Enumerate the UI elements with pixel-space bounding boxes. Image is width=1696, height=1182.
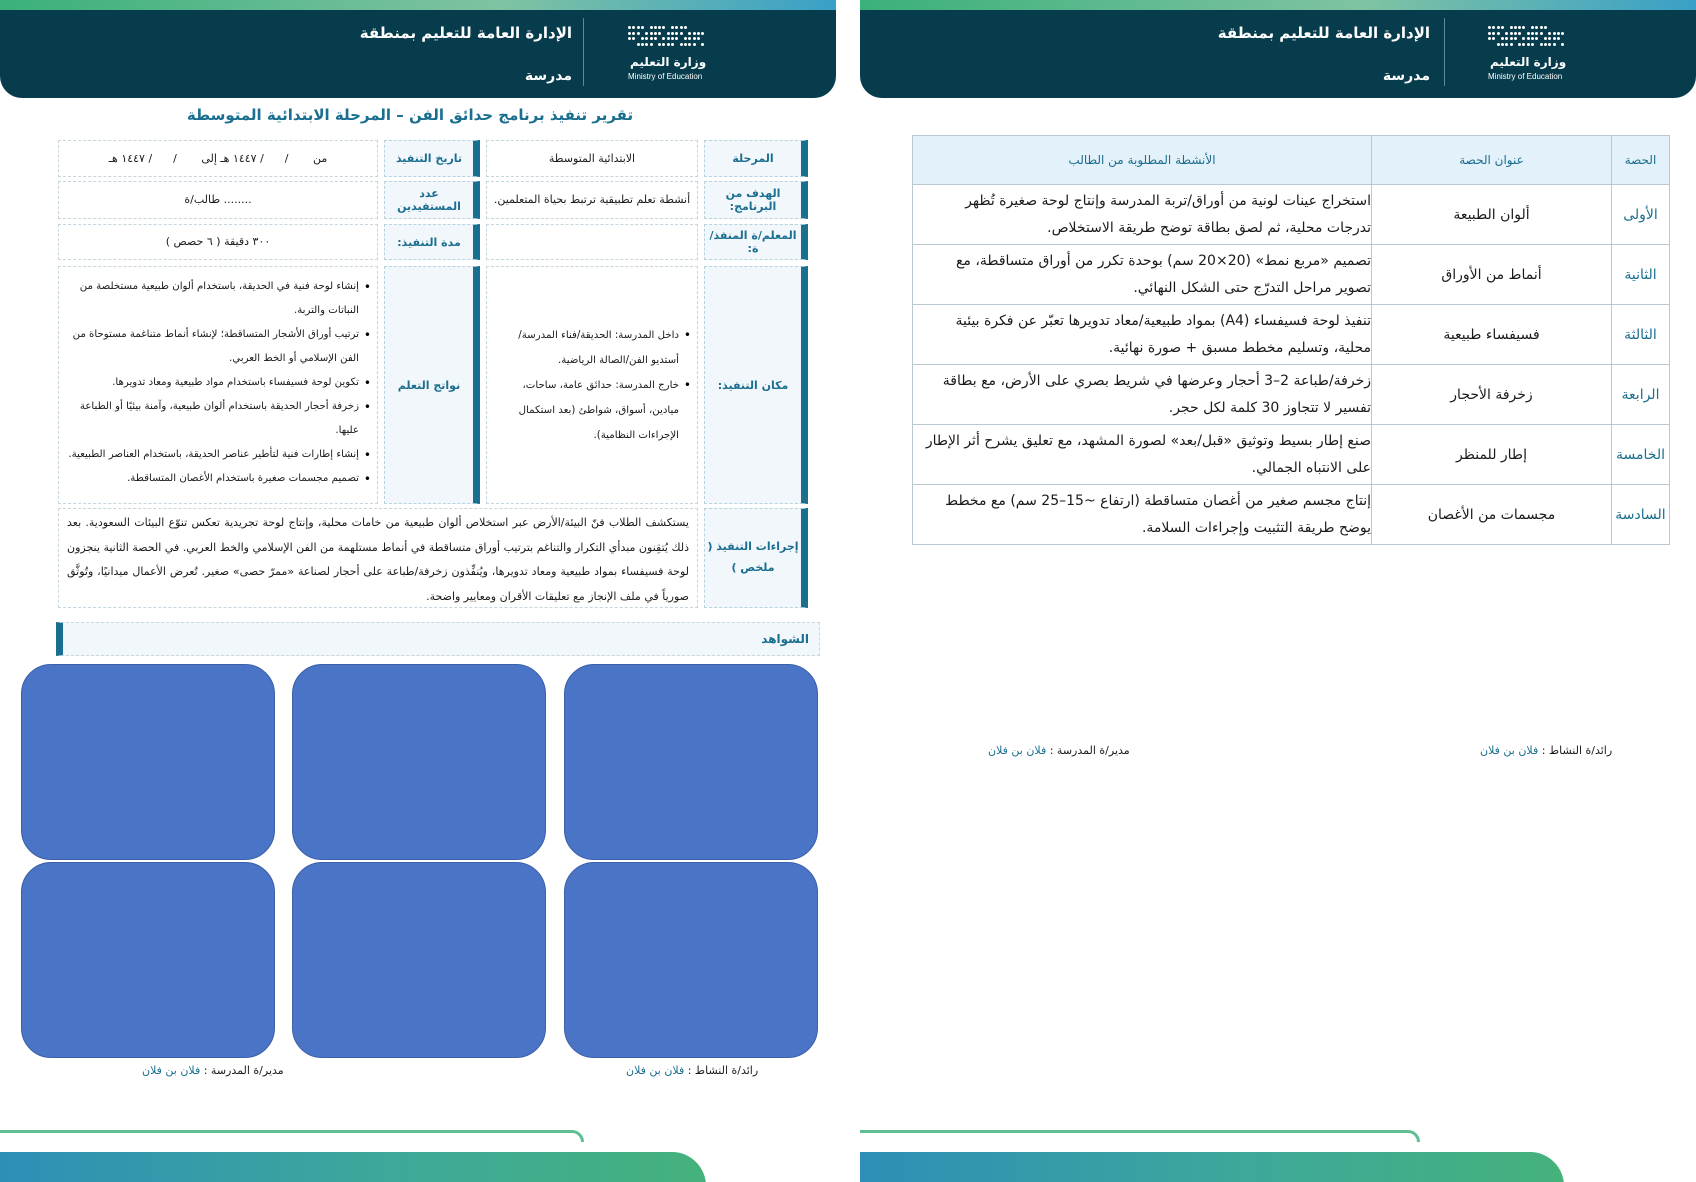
table-row xyxy=(913,185,1670,245)
list-item: • إنشاء إطارات فنية لتأطير عناصر الحديقة، باستخدام العناصر الطبيعية. xyxy=(65,443,371,467)
logo-dot xyxy=(662,26,665,29)
logo-dot xyxy=(1510,26,1513,29)
logo-dot xyxy=(1553,32,1556,35)
lesson-order: الخامسة xyxy=(1612,425,1670,485)
lesson-title: فسيفساء طبيعية xyxy=(1372,305,1612,365)
activity-leader-signature xyxy=(1480,744,1612,757)
logo-dot xyxy=(688,32,691,35)
outcomes-value xyxy=(58,266,378,504)
logo-dot xyxy=(1510,32,1513,35)
logo-dot xyxy=(1531,26,1534,29)
logo-dot xyxy=(1492,32,1495,35)
list-item: • تصميم مجسمات صغيرة باستخدام الأغصان المتساقطة. xyxy=(65,467,371,491)
column-header: عنوان الحصة xyxy=(1372,136,1612,185)
logo-dot xyxy=(1548,37,1551,40)
goal-value: أنشطة تعلم تطبيقية ترتبط بحياة المتعلمين. xyxy=(486,181,698,219)
evidence-photo-placeholder[interactable] xyxy=(21,862,275,1058)
outcomes-list xyxy=(65,275,371,491)
activity-leader-signature xyxy=(626,1064,758,1077)
logo-dot xyxy=(1535,26,1538,29)
lesson-title: إطار للمنظر xyxy=(1372,425,1612,485)
duration-value: ٣٠٠ دقيقة ( ٦ حصص ) xyxy=(58,224,378,260)
logo-dot xyxy=(701,43,704,46)
lesson-activity: زخرفة/طباعة 2–3 أحجار وعرضها في شريط بصري على الأرض، مع بطاقة تفسير لا تتجاوز 30 كلمة لكل حجر. xyxy=(913,365,1372,425)
logo-dot xyxy=(637,26,640,29)
schedule-page xyxy=(860,0,1696,1182)
logo-dot xyxy=(667,43,670,46)
logo-dot xyxy=(684,26,687,29)
teacher-value xyxy=(486,224,698,260)
signature-role: رائد/ة النشاط : xyxy=(1541,744,1613,757)
logo-dot xyxy=(658,26,661,29)
list-item: • إنشاء لوحة فنية في الحديقة، باستخدام ألوان طبيعية مستخلصة من النباتات والتربة. xyxy=(65,275,371,323)
logo-dot xyxy=(680,43,683,46)
logo-dot xyxy=(637,43,640,46)
logo-dot xyxy=(693,43,696,46)
logo-dot xyxy=(658,32,661,35)
procedures-label: إجراءات التنفيذ ( ملخص ) xyxy=(704,508,808,608)
lesson-title: أنماط من الأوراق xyxy=(1372,245,1612,305)
stage-value: الابتدائية المتوسطة xyxy=(486,140,698,177)
logo-dot xyxy=(654,37,657,40)
logo-dot xyxy=(1540,26,1543,29)
lesson-title: مجسمات من الأغصان xyxy=(1372,485,1612,545)
place-value xyxy=(486,266,698,504)
signature-name: فلان بن فلان xyxy=(988,744,1047,757)
lesson-order: الثالثة xyxy=(1612,305,1670,365)
logo-dot xyxy=(1518,43,1521,46)
list-item: • تكوين لوحة فسيفساء باستخدام مواد طبيعية ومعاد تدويرها. xyxy=(65,371,371,395)
lesson-order: الرابعة xyxy=(1612,365,1670,425)
table-row xyxy=(913,365,1670,425)
logo-dot xyxy=(1544,37,1547,40)
logo-dot xyxy=(1553,37,1556,40)
column-header: الأنشطة المطلوبة من الطالب xyxy=(913,136,1372,185)
logo-dot xyxy=(1510,37,1513,40)
logo-dot xyxy=(667,32,670,35)
logo-dot xyxy=(1514,37,1517,40)
goal-label: الهدف من البرنامج: xyxy=(704,181,808,219)
logo-dot xyxy=(654,26,657,29)
logo-dot xyxy=(1540,43,1543,46)
logo-dot xyxy=(671,32,674,35)
logo-dot xyxy=(684,43,687,46)
logo-dot xyxy=(693,37,696,40)
logo-dot xyxy=(1501,43,1504,46)
logo-dot xyxy=(650,26,653,29)
logo-dot xyxy=(1544,26,1547,29)
table-header-row xyxy=(913,136,1670,185)
logo-dot xyxy=(1561,43,1564,46)
logo-dot xyxy=(1557,37,1560,40)
logo-dot xyxy=(641,37,644,40)
header-title: الإدارة العامة للتعليم بمنطقة xyxy=(1217,24,1430,42)
logo-dot xyxy=(1527,43,1530,46)
logo-dot xyxy=(641,43,644,46)
logo-dot xyxy=(662,37,665,40)
logo-dot xyxy=(654,32,657,35)
stage-label: المرحلة xyxy=(704,140,808,177)
lesson-title: زخرفة الأحجار xyxy=(1372,365,1612,425)
column-header: الحصة xyxy=(1612,136,1670,185)
logo-dot xyxy=(650,32,653,35)
logo-dot xyxy=(1501,26,1504,29)
signature-role: مدير/ة المدرسة : xyxy=(1049,744,1130,757)
logo-dot xyxy=(1514,32,1517,35)
logo-english-text: Ministry of Education xyxy=(1488,72,1563,81)
lesson-order: الأولى xyxy=(1612,185,1670,245)
logo-dot xyxy=(671,37,674,40)
logo-dot xyxy=(1488,26,1491,29)
logo-dot xyxy=(1544,43,1547,46)
place-list xyxy=(493,323,691,448)
logo-dot xyxy=(628,37,631,40)
logo-dot xyxy=(671,26,674,29)
logo-dot xyxy=(680,32,683,35)
signature-role: رائد/ة النشاط : xyxy=(687,1064,759,1077)
header-divider xyxy=(1444,18,1445,86)
logo-dot xyxy=(1505,43,1508,46)
date-label: تاريخ التنفيذ xyxy=(384,140,480,177)
signature-name: فلان بن فلان xyxy=(142,1064,201,1077)
logo-dot xyxy=(628,32,631,35)
table-row xyxy=(913,425,1670,485)
logo-dot xyxy=(680,26,683,29)
lesson-title: ألوان الطبيعة xyxy=(1372,185,1612,245)
logo-dot xyxy=(1518,26,1521,29)
header-school: مدرسة xyxy=(524,68,572,84)
lesson-activity: إنتاج مجسم صغير من أغصان متساقطة (ارتفاع ~15–25 سم) مع مخطط يوضح طريقة التثبيت وإجراءات السلامة. xyxy=(913,485,1372,545)
logo-dot xyxy=(1514,26,1517,29)
logo-dot xyxy=(1497,32,1500,35)
logo-dot xyxy=(645,43,648,46)
evidence-photo-placeholder[interactable] xyxy=(564,862,818,1058)
footer-wave-band xyxy=(0,1152,706,1182)
logo-dot xyxy=(1553,43,1556,46)
signature-name: فلان بن فلان xyxy=(1480,744,1539,757)
logo-dot xyxy=(1522,26,1525,29)
logo-dot xyxy=(641,26,644,29)
logo-dot xyxy=(1527,32,1530,35)
logo-dot xyxy=(675,32,678,35)
logo-dot xyxy=(675,26,678,29)
page-header xyxy=(0,0,836,98)
table-row xyxy=(913,245,1670,305)
logo-dot xyxy=(650,37,653,40)
beneficiaries-label: عدد المستفيدين xyxy=(384,181,480,219)
logo-english-text: Ministry of Education xyxy=(628,72,703,81)
lesson-schedule-table xyxy=(912,135,1670,545)
school-manager-signature xyxy=(988,744,1130,757)
signature-name: فلان بن فلان xyxy=(626,1064,685,1077)
logo-dot xyxy=(697,37,700,40)
logo-dot xyxy=(1497,43,1500,46)
logo-dot xyxy=(688,43,691,46)
evidence-photo-placeholder[interactable] xyxy=(292,862,546,1058)
logo-dot xyxy=(645,32,648,35)
footer-wave-line xyxy=(860,1130,1420,1142)
beneficiaries-value: ........ طالب/ة xyxy=(58,181,378,219)
teacher-label: المعلم/ة المنفذ/ة: xyxy=(704,224,808,260)
logo-dot xyxy=(693,32,696,35)
duration-label: مدة التنفيذ: xyxy=(384,224,480,260)
logo-arabic-text: وزارة التعليم xyxy=(630,55,707,69)
header-title: الإدارة العامة للتعليم بمنطقة xyxy=(359,24,572,42)
header-divider xyxy=(583,18,584,86)
logo-dot xyxy=(688,37,691,40)
table-row xyxy=(913,485,1670,545)
evidence-photo-placeholder[interactable] xyxy=(21,664,275,860)
header-school: مدرسة xyxy=(1382,68,1430,84)
logo-dot xyxy=(1548,32,1551,35)
logo-dot xyxy=(1540,32,1543,35)
footer-wave-line xyxy=(0,1130,584,1142)
ministry-logo-icon xyxy=(628,26,706,50)
evidence-photo-placeholder[interactable] xyxy=(564,664,818,860)
logo-dot xyxy=(1510,43,1513,46)
signature-role: مدير/ة المدرسة : xyxy=(203,1064,284,1077)
list-item: • زخرفة أحجار الحديقة باستخدام ألوان طبيعية، وآمنة بيئيًا أو الطباعة عليها. xyxy=(65,395,371,443)
report-title: تقرير تنفيذ برنامج حدائق الفن – المرحلة الابتدائية المتوسطة xyxy=(186,106,634,124)
logo-dot xyxy=(1488,32,1491,35)
lesson-order: الثانية xyxy=(1612,245,1670,305)
logo-dot xyxy=(632,26,635,29)
place-label: مكان التنفيذ: xyxy=(704,266,808,504)
report-page xyxy=(0,0,840,1182)
date-value: من / / ١٤٤٧ هـ إلى / / ١٤٤٧ هـ xyxy=(58,140,378,177)
page-footer xyxy=(860,1130,1696,1182)
outcomes-label: نواتج التعلم xyxy=(384,266,480,504)
logo-dot xyxy=(662,43,665,46)
header-accent-strip xyxy=(860,0,1696,10)
logo-dot xyxy=(658,43,661,46)
ministry-logo-icon xyxy=(1488,26,1566,50)
logo-dot xyxy=(1522,37,1525,40)
lesson-activity: استخراج عينات لونية من أوراق/تربة المدرسة وإنتاج لوحة صغيرة تُظهر تدرجات محلية، ثم لصق بطاقة توضح طريقة الاستخلاص. xyxy=(913,185,1372,245)
logo-dot xyxy=(1501,37,1504,40)
logo-dot xyxy=(1531,43,1534,46)
logo-dot xyxy=(1527,37,1530,40)
lesson-activity: تنفيذ لوحة فسيفساء (A4) بمواد طبيعية/معاد تدويرها تعبّر عن فكرة بيئية محلية، وتسليم مخطط مسبق + صورة نهائية. xyxy=(913,305,1372,365)
logo-dot xyxy=(1518,32,1521,35)
logo-dot xyxy=(1488,37,1491,40)
logo-dot xyxy=(1557,32,1560,35)
logo-dot xyxy=(675,37,678,40)
logo-dot xyxy=(628,26,631,29)
evidence-header: الشواهد xyxy=(56,622,820,656)
logo-arabic-text: وزارة التعليم xyxy=(1490,55,1567,69)
logo-dot xyxy=(1492,26,1495,29)
header-accent-strip xyxy=(0,0,836,10)
logo-dot xyxy=(671,43,674,46)
logo-dot xyxy=(632,37,635,40)
logo-dot xyxy=(1505,32,1508,35)
logo-dot xyxy=(701,32,704,35)
logo-dot xyxy=(1522,43,1525,46)
logo-dot xyxy=(645,37,648,40)
page-header xyxy=(860,0,1696,98)
lesson-activity: صنع إطار بسيط وتوثيق «قبل/بعد» لصورة المشهد، مع تعليق يشرح أثر الإطار على الانتباه الجمالي. xyxy=(913,425,1372,485)
logo-dot xyxy=(667,37,670,40)
logo-dot xyxy=(637,32,640,35)
lesson-order: السادسة xyxy=(1612,485,1670,545)
logo-dot xyxy=(1531,37,1534,40)
evidence-photo-placeholder[interactable] xyxy=(292,664,546,860)
logo-dot xyxy=(1561,32,1564,35)
list-item: • خارج المدرسة: حدائق عامة، ساحات، ميادين، أسواق، شواطئ (بعد استكمال الإجراءات النظامية). xyxy=(493,373,691,448)
logo-dot xyxy=(1497,26,1500,29)
lesson-activity: تصميم «مربع نمط» (20×20 سم) بوحدة تكرر من أوراق متساقطة، مع تصوير مراحل التدرّج حتى الشكل النهائي. xyxy=(913,245,1372,305)
logo-dot xyxy=(1535,32,1538,35)
logo-dot xyxy=(697,32,700,35)
list-item: • داخل المدرسة: الحديقة/فناء المدرسة/أستديو الفن/الصالة الرياضية. xyxy=(493,323,691,373)
logo-dot xyxy=(1492,37,1495,40)
logo-dot xyxy=(632,32,635,35)
footer-wave-band xyxy=(860,1152,1564,1182)
procedures-summary: يستكشف الطلاب فنّ البيئة/الأرض عبر استخلاص ألوان طبيعية من خامات محلية، وإنتاج لوحة تجريدية تعكس تنوّع البيئات السعودية. بعد ذلك يُتقِنون مبدأي التكرار والتناغم بترتيب أوراق متساقطة في أنماط مستلهمة من الفن الإسلامي والخط العربي. في الحصة الثانية ينجزون لوحة فسيفساء بمواد طبيعية ومعاد تدويرها، ويُنفِّذون زخرفة/طباعة على أحجار لصناعة «ممرّ حصى» صغير. تُعرض الأعمال ميدانيًا، وتُوثَّق صورياً في ملف الإنجاز مع تعليقات الأقران ومعايير واضحة. xyxy=(58,508,698,608)
logo-dot xyxy=(1505,37,1508,40)
logo-dot xyxy=(1535,37,1538,40)
logo-dot xyxy=(1531,32,1534,35)
list-item: • ترتيب أوراق الأشجار المتساقطة؛ لإنشاء أنماط متناغمة مستوحاة من الفن الإسلامي أو الخط العربي. xyxy=(65,323,371,371)
logo-dot xyxy=(1548,43,1551,46)
page-footer xyxy=(0,1130,840,1182)
logo-dot xyxy=(684,37,687,40)
school-manager-signature xyxy=(142,1064,284,1077)
logo-dot xyxy=(650,43,653,46)
table-row xyxy=(913,305,1670,365)
